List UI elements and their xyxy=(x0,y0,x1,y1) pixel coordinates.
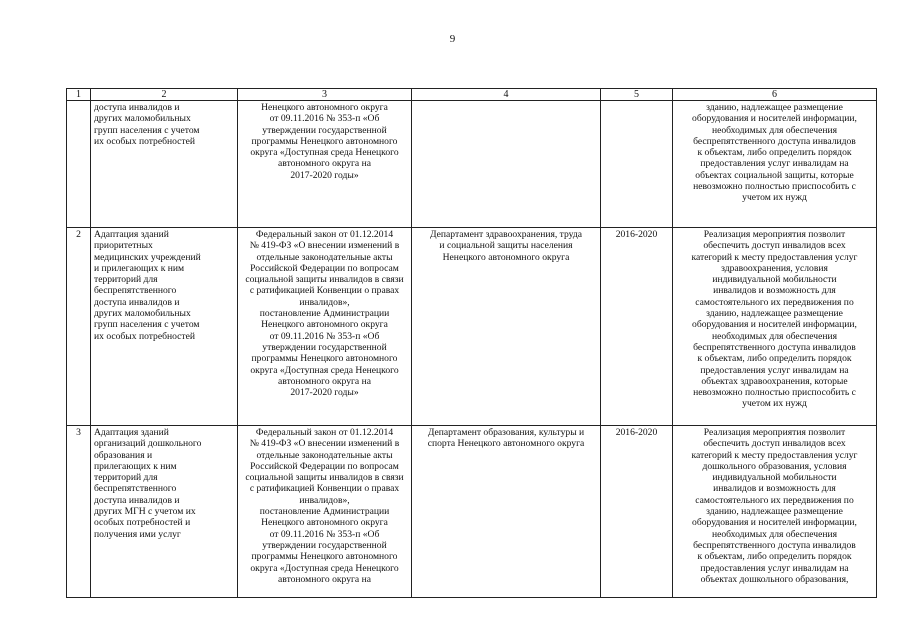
text-line: необходимых для обеспечения xyxy=(711,330,838,342)
period-cell: 2016-2020 xyxy=(601,228,673,426)
column-number: 5 xyxy=(601,89,673,101)
column-number: 3 xyxy=(238,89,412,101)
text-line: Департамент образования, культуры и xyxy=(427,427,585,438)
text-line: оборудования и носителей информации, xyxy=(692,319,857,331)
column-number: 2 xyxy=(91,89,238,101)
row-number-cell: 3 xyxy=(67,426,91,598)
text-line: Ненецкого автономного округа xyxy=(261,102,388,113)
text-line: здравоохранения, условия xyxy=(721,262,828,274)
text-line: невозможно полностью приспособить с xyxy=(693,387,856,399)
responsible-cell xyxy=(412,426,601,598)
text-line: предоставления услуг инвалидам на xyxy=(700,158,849,170)
period-cell xyxy=(601,101,673,228)
text-line: с ратификацией Конвенции о правах xyxy=(249,285,400,297)
text-line: их особых потребностей xyxy=(94,135,196,147)
legal-basis-cell xyxy=(238,101,412,228)
result-cell xyxy=(673,426,877,598)
text-line: от 09.11.2016 № 353-п «Об xyxy=(269,330,380,342)
text-line: с ратификацией Конвенции о правах xyxy=(249,483,400,495)
text-line: Ненецкого автономного округа xyxy=(261,319,388,331)
text-line: утверждении государственной xyxy=(262,124,387,136)
text-line: других маломобильных xyxy=(94,113,191,125)
text-line: отдельные законодательные акты xyxy=(256,251,393,263)
text-line: от 09.11.2016 № 353-п «Об xyxy=(269,528,380,540)
legal-basis-cell xyxy=(238,228,412,426)
text-line: и прилегающих к ним xyxy=(94,262,185,274)
text-line: учетом их нужд xyxy=(742,192,807,204)
text-line: № 419-ФЗ «О внесении изменений в xyxy=(249,438,400,450)
text-line: Федеральный закон от 01.12.2014 xyxy=(255,229,394,240)
text-line: инвалидов и возможность для xyxy=(713,285,836,297)
text-line: зданию, надлежащее размещение xyxy=(706,102,843,113)
text-line: Адаптация зданий xyxy=(94,427,169,438)
text-line: оборудования и носителей информации, xyxy=(692,517,857,529)
text-line: Департамент здравоохранения, труда xyxy=(429,229,582,240)
text-line: отдельные законодательные акты xyxy=(256,449,393,461)
text-line: спорта Ненецкого автономного округа xyxy=(427,438,585,450)
legal-basis-cell xyxy=(238,426,412,598)
text-line: доступа инвалидов и xyxy=(94,102,180,113)
text-line: организаций дошкольного xyxy=(94,438,202,450)
text-line: доступа инвалидов и xyxy=(94,296,180,308)
text-line: 2017-2020 годы» xyxy=(290,387,359,399)
text-line: к объектам, либо определить порядок xyxy=(697,551,852,563)
result-cell xyxy=(673,228,877,426)
text-line: социальной защиты инвалидов в связи xyxy=(245,274,404,286)
text-line: образования и xyxy=(94,449,153,461)
result-cell xyxy=(673,101,877,228)
text-line: оборудования и носителей информации, xyxy=(692,113,857,125)
text-line: беспрепятственного доступа инвалидов xyxy=(693,341,856,353)
row-number-cell: 2 xyxy=(67,228,91,426)
text-line: округа «Доступная среда Ненецкого xyxy=(250,562,399,574)
text-line: беспрепятственного xyxy=(94,285,177,297)
text-line: обеспечить доступ инвалидов всех xyxy=(703,240,846,252)
text-line: дошкольного образования, условия xyxy=(702,460,847,472)
text-line: доступа инвалидов и xyxy=(94,494,180,506)
column-number: 1 xyxy=(67,89,91,101)
text-line: прилегающих к ним xyxy=(94,460,177,472)
text-line: их особых потребностей xyxy=(94,330,196,342)
column-number: 6 xyxy=(673,89,877,101)
text-line: невозможно полностью приспособить с xyxy=(693,181,856,193)
column-number-row xyxy=(67,89,877,101)
text-line: зданию, надлежащее размещение xyxy=(706,308,843,320)
table-row xyxy=(67,101,877,228)
text-line: особых потребностей и xyxy=(94,517,191,529)
responsible-cell xyxy=(412,101,601,228)
table-row xyxy=(67,426,877,598)
text-line: беспрепятственного доступа инвалидов xyxy=(693,539,856,551)
text-line: индивидуальной мобильности xyxy=(712,472,837,484)
text-line: других маломобильных xyxy=(94,308,191,320)
measure-name-cell xyxy=(91,426,238,598)
text-line: программы Ненецкого автономного xyxy=(251,353,398,365)
measure-name-cell xyxy=(91,101,238,228)
text-line: Российской Федерации по вопросам xyxy=(250,262,399,274)
text-line: автономного округа на xyxy=(278,375,371,387)
text-line: автономного округа на xyxy=(278,573,371,585)
text-line: приоритетных xyxy=(94,240,153,252)
text-line: беспрепятственного доступа инвалидов xyxy=(693,135,856,147)
text-line: учетом их нужд xyxy=(742,398,807,410)
text-line: Федеральный закон от 01.12.2014 xyxy=(255,427,394,438)
text-line: Реализация мероприятия позволит xyxy=(703,229,846,240)
text-line: территорий для xyxy=(94,472,158,484)
text-line: территорий для xyxy=(94,274,158,286)
text-line: постановление Администрации xyxy=(259,308,390,320)
text-line: округа «Доступная среда Ненецкого xyxy=(250,147,399,159)
text-line: предоставления услуг инвалидам на xyxy=(700,562,849,574)
text-line: категорий к месту предоставления услуг xyxy=(691,449,858,461)
text-line: Ненецкого автономного округа xyxy=(442,251,570,263)
text-line: самостоятельного их передвижения по xyxy=(695,296,854,308)
period-cell: 2016-2020 xyxy=(601,426,673,598)
text-line: медицинских учреждений xyxy=(94,251,201,263)
text-line: категорий к месту предоставления услуг xyxy=(691,251,858,263)
column-number: 4 xyxy=(412,89,601,101)
text-line: групп населения с учетом xyxy=(94,124,200,136)
text-line: получения ими услуг xyxy=(94,528,181,540)
measure-name-cell xyxy=(91,228,238,426)
text-line: к объектам, либо определить порядок xyxy=(697,147,852,159)
text-line: от 09.11.2016 № 353-п «Об xyxy=(269,113,380,125)
text-line: объектах здравоохранения, которые xyxy=(701,375,848,387)
text-line: утверждении государственной xyxy=(262,539,387,551)
text-line: Реализация мероприятия позволит xyxy=(703,427,846,438)
text-line: объектах социальной защиты, которые xyxy=(695,169,854,181)
text-line: необходимых для обеспечения xyxy=(711,124,838,136)
text-line: инвалидов и возможность для xyxy=(713,483,836,495)
text-line: индивидуальной мобильности xyxy=(712,274,837,286)
text-line: других МГН с учетом их xyxy=(94,506,196,518)
text-line: групп населения с учетом xyxy=(94,319,200,331)
text-line: необходимых для обеспечения xyxy=(711,528,838,540)
text-line: предоставления услуг инвалидам на xyxy=(700,364,849,376)
text-line: Российской Федерации по вопросам xyxy=(250,460,399,472)
text-line: программы Ненецкого автономного xyxy=(251,135,398,147)
text-line: зданию, надлежащее размещение xyxy=(706,506,843,518)
text-line: объектах дошкольного образования, xyxy=(700,573,849,585)
text-line: автономного округа на xyxy=(278,158,371,170)
text-line: округа «Доступная среда Ненецкого xyxy=(250,364,399,376)
page-number: 9 xyxy=(449,33,456,45)
text-line: и социальной защиты населения xyxy=(439,240,573,252)
text-line: инвалидов», xyxy=(299,494,350,506)
text-line: самостоятельного их передвижения по xyxy=(695,494,854,506)
row-number-cell xyxy=(67,101,91,228)
text-line: программы Ненецкого автономного xyxy=(251,551,398,563)
text-line: Адаптация зданий xyxy=(94,229,169,240)
measures-table xyxy=(66,88,877,598)
text-line: беспрепятственного xyxy=(94,483,177,495)
text-line: утверждении государственной xyxy=(262,341,387,353)
text-line: постановление Администрации xyxy=(259,506,390,518)
text-line: к объектам, либо определить порядок xyxy=(697,353,852,365)
table-row xyxy=(67,228,877,426)
text-line: 2017-2020 годы» xyxy=(290,169,359,181)
text-line: обеспечить доступ инвалидов всех xyxy=(703,438,846,450)
responsible-cell xyxy=(412,228,601,426)
text-line: Ненецкого автономного округа xyxy=(261,517,388,529)
text-line: № 419-ФЗ «О внесении изменений в xyxy=(249,240,400,252)
text-line: инвалидов», xyxy=(299,296,350,308)
text-line: социальной защиты инвалидов в связи xyxy=(245,472,404,484)
